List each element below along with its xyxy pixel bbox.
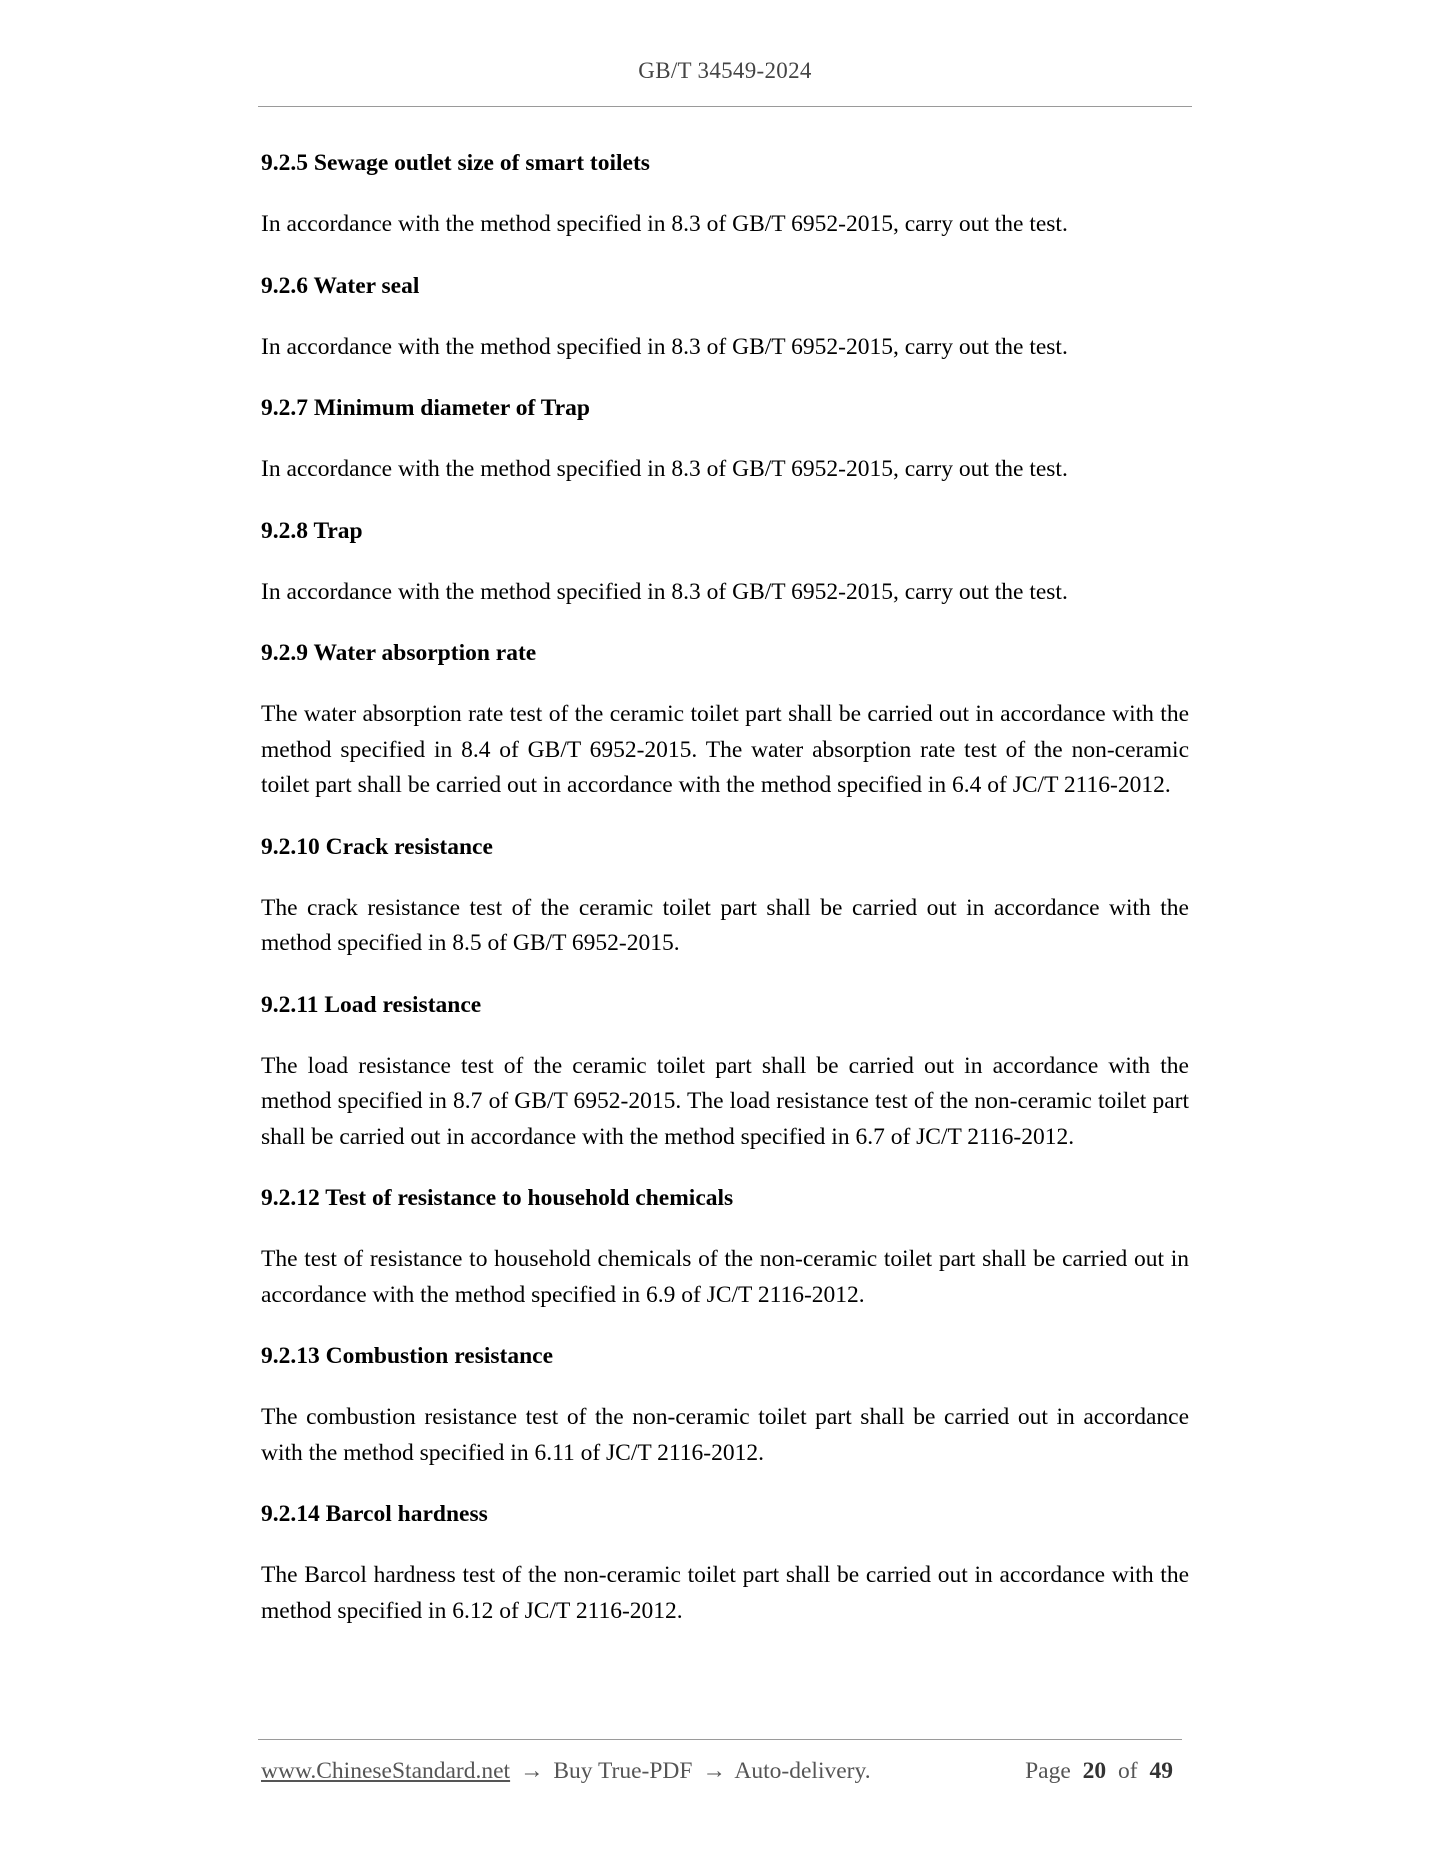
section-heading: 9.2.6 Water seal xyxy=(261,272,420,299)
section-9-2-7 xyxy=(261,391,1189,488)
website-link[interactable]: www.ChineseStandard.net xyxy=(261,1758,511,1784)
arrow-right-icon: → xyxy=(519,1758,544,1784)
page-label: Page xyxy=(1025,1758,1071,1784)
section-9-2-9 xyxy=(261,636,1189,804)
section-9-2-6 xyxy=(261,269,1189,366)
section-heading: 9.2.11 Load resistance xyxy=(261,991,482,1018)
page-current: 20 xyxy=(1082,1758,1107,1784)
section-9-2-11 xyxy=(261,988,1189,1156)
section-heading: 9.2.9 Water absorption rate xyxy=(261,640,537,666)
section-paragraph: In accordance with the method specified in 8.3 of GB/T 6952-2015, carry out the test. xyxy=(261,333,1068,360)
section-paragraph: In accordance with the method specified in 8.3 of GB/T 6952-2015, carry out the test. xyxy=(261,211,1068,237)
section-9-2-5 xyxy=(261,146,1189,243)
section-9-2-12 xyxy=(261,1181,1189,1313)
page-total: 49 xyxy=(1149,1758,1173,1784)
section-paragraph: The combustion resistance test of the non-ceramic toilet part shall be carried out in accordance with the method specified in 6.11 of JC/T 2116-2012. xyxy=(261,1404,1189,1466)
auto-delivery-text: Auto-delivery. xyxy=(734,1758,871,1784)
section-heading: 9.2.8 Trap xyxy=(261,517,363,544)
section-heading: 9.2.12 Test of resistance to household chemicals xyxy=(261,1185,734,1211)
arrow-right-icon: → xyxy=(702,1758,726,1784)
section-paragraph: The load resistance test of the ceramic toilet part shall be carried out in accordance with the method specified in 8.7 of GB/T 6952-2015. The load resistance test of the non-ceramic toilet part shall be carried out in accordance with the method specified in 6.7 of JC/T 2116-2012. xyxy=(261,1052,1189,1150)
header-divider xyxy=(258,106,1192,107)
page-footer xyxy=(261,1758,1179,1785)
section-heading: 9.2.10 Crack resistance xyxy=(261,833,493,860)
section-9-2-10 xyxy=(261,830,1189,962)
page-header-title: GB/T 34549-2024 xyxy=(638,58,812,83)
section-heading: 9.2.5 Sewage outlet size of smart toilets xyxy=(261,150,650,176)
buy-pdf-text: Buy True-PDF xyxy=(553,1758,693,1784)
section-9-2-14 xyxy=(261,1497,1189,1629)
section-heading: 9.2.7 Minimum diameter of Trap xyxy=(261,395,590,421)
section-paragraph: In accordance with the method specified in 8.3 of GB/T 6952-2015, carry out the test. xyxy=(261,456,1068,482)
section-paragraph: The test of resistance to household chemicals of the non-ceramic toilet part shall be carried out in accordance with the method specified in 6.9 of JC/T 2116-2012. xyxy=(261,1246,1189,1308)
section-9-2-13 xyxy=(261,1339,1189,1471)
section-paragraph: The crack resistance test of the ceramic toilet part shall be carried out in accordance with the method specified in 8.5 of GB/T 6952-2015. xyxy=(261,894,1189,956)
section-heading: 9.2.13 Combustion resistance xyxy=(261,1343,554,1369)
page-of: of xyxy=(1118,1758,1138,1784)
footer-left xyxy=(261,1758,871,1785)
section-heading: 9.2.14 Barcol hardness xyxy=(261,1501,488,1527)
section-paragraph: The water absorption rate test of the ceramic toilet part shall be carried out in accordance with the method specified in 8.4 of GB/T 6952-2015. The water absorption rate test of the non-ceramic toilet part shall be carried out in accordance with the method specified in 6.4 of JC/T 2116-2012. xyxy=(261,701,1189,798)
section-paragraph: The Barcol hardness test of the non-ceramic toilet part shall be carried out in accordance with the method specified in 6.12 of JC/T 2116-2012. xyxy=(261,1562,1189,1624)
section-9-2-8 xyxy=(261,514,1189,611)
section-paragraph: In accordance with the method specified in 8.3 of GB/T 6952-2015, carry out the test. xyxy=(261,578,1068,605)
document-body xyxy=(261,146,1189,1655)
page-number xyxy=(1025,1758,1179,1785)
footer-divider xyxy=(258,1739,1182,1740)
